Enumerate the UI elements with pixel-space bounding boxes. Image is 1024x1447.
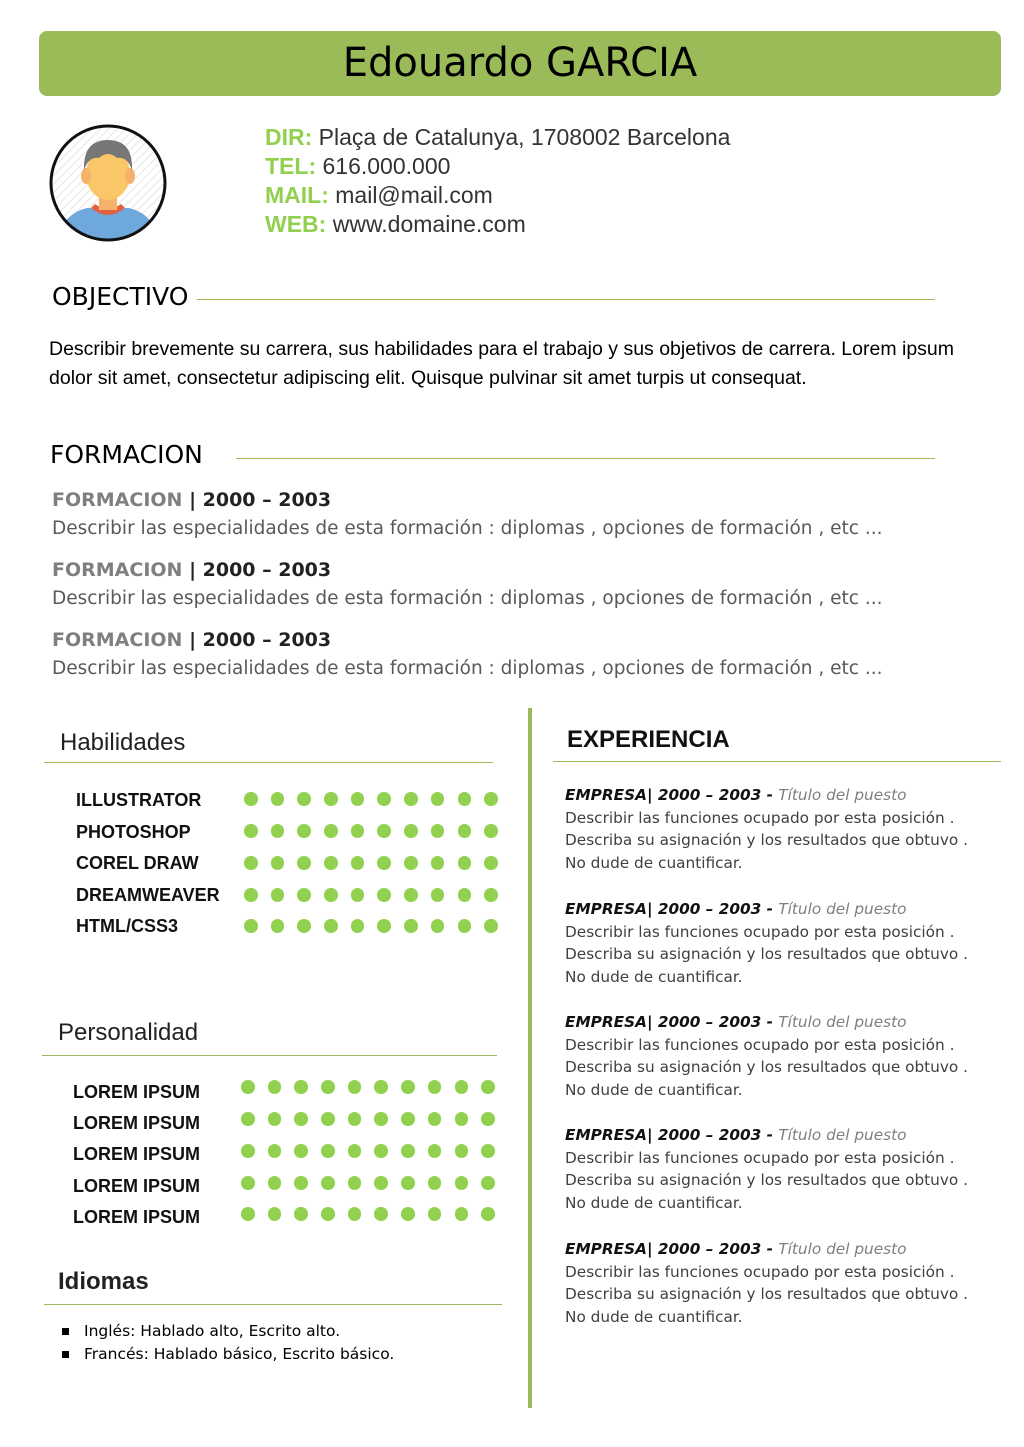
rating-dot [294,1144,308,1158]
rating-dot [297,919,311,933]
rating-dot [324,888,338,902]
contact-label: WEB: [265,211,327,237]
rating-dot [404,888,418,902]
rating-dot [271,792,285,806]
education-item-title [52,559,331,581]
trait-rating [241,1176,495,1190]
rating-dot [321,1112,335,1126]
rating-dot [428,1176,442,1190]
rating-dot [404,824,418,838]
profile-avatar [47,122,169,244]
rating-dot [484,824,498,838]
trait-rating [241,1080,495,1094]
rating-dot [431,856,445,870]
contact-email [265,181,493,210]
experience-item [565,1238,995,1329]
experience-line: Describa su asignación y los resultados que obtuvo . [565,945,969,964]
rating-dot [481,1207,495,1221]
rating-dot [348,1112,362,1126]
rating-dot [294,1112,308,1126]
rating-dot [297,824,311,838]
rating-dot [374,1176,388,1190]
rating-dot [244,856,258,870]
rating-dot [458,824,472,838]
trait-rating [241,1207,495,1221]
rating-dot [484,888,498,902]
rating-dot [377,856,391,870]
skills-title: Habilidades [60,729,186,756]
rating-dot [241,1176,255,1190]
rating-dot [271,888,285,902]
rating-dot [377,919,391,933]
rating-dot [377,824,391,838]
language-item [62,1343,394,1366]
rating-dot [401,1080,415,1094]
skill-label: PHOTOSHOP [76,822,191,842]
rating-dot [458,792,472,806]
rating-dot [431,919,445,933]
rating-dot [404,792,418,806]
skill-label: COREL DRAW [76,853,199,873]
experience-item [565,1124,995,1215]
rating-dot [351,856,365,870]
rating-dot [244,792,258,806]
experience-company: EMPRESA| 2000 – 2003 - [565,1126,779,1144]
rating-dot [481,1144,495,1158]
experience-heading [565,1011,995,1034]
rating-dot [244,888,258,902]
rating-dot [351,824,365,838]
experience-position: Título del puesto [778,1126,907,1144]
objective-rule [197,299,935,300]
experience-item [565,898,995,989]
rating-dot [321,1207,335,1221]
experience-line: Describir las funciones ocupado por esta posición . [565,1262,955,1281]
rating-dot [294,1207,308,1221]
rating-dot [401,1144,415,1158]
rating-dot [271,856,285,870]
trait-label: LOREM IPSUM [73,1207,201,1227]
skill-label: HTML/CSS3 [76,916,179,936]
experience-line: Describa su asignación y los resultados que obtuvo . [565,1171,969,1190]
rating-dot [455,1112,469,1126]
experience-line: No dude de cuantificar. [565,1081,743,1100]
contact-phone [265,152,450,181]
objective-title: OBJECTIVO [52,282,189,311]
education-item-desc: Describir las especialidades de esta formación : diplomas , opciones de formación , etc ... [52,588,883,609]
skill-rating [244,888,498,902]
rating-dot [484,856,498,870]
rating-dot [324,824,338,838]
bullet-icon [62,1328,69,1335]
experience-line: Describir las funciones ocupado por esta posición . [565,922,955,941]
rating-dot [241,1080,255,1094]
rating-dot [458,856,472,870]
contact-value: mail@mail.com [335,182,493,208]
contact-value: 616.000.000 [322,153,451,179]
languages-rule [44,1304,502,1305]
rating-dot [271,919,285,933]
rating-dot [484,919,498,933]
rating-dot [455,1144,469,1158]
rating-dot [484,792,498,806]
experience-line: Describir las funciones ocupado por esta posición . [565,1148,955,1167]
rating-dot [404,856,418,870]
rating-dot [348,1080,362,1094]
rating-dot [268,1176,282,1190]
contact-label: MAIL: [265,182,329,208]
contact-value: Plaça de Catalunya, 1708002 Barcelona [318,124,731,150]
experience-line: No dude de cuantificar. [565,854,743,873]
trait-rating [241,1144,495,1158]
personality-title: Personalidad [58,1019,199,1046]
rating-dot [374,1144,388,1158]
rating-dot [348,1207,362,1221]
skills-rule [44,762,493,763]
rating-dot [241,1144,255,1158]
experience-company: EMPRESA| 2000 – 2003 - [565,900,779,918]
experience-position: Título del puesto [778,786,907,804]
skill-rating [244,856,498,870]
experience-company: EMPRESA| 2000 – 2003 - [565,1240,779,1258]
skill-rating [244,919,498,933]
rating-dot [401,1112,415,1126]
trait-label: LOREM IPSUM [73,1176,201,1196]
experience-line: No dude de cuantificar. [565,1308,743,1327]
rating-dot [455,1080,469,1094]
rating-dot [324,792,338,806]
rating-dot [241,1112,255,1126]
rating-dot [377,888,391,902]
rating-dot [428,1207,442,1221]
trait-rating [241,1112,495,1126]
rating-dot [321,1144,335,1158]
rating-dot [374,1207,388,1221]
education-name: FORMACION [52,559,183,581]
experience-item [565,784,995,875]
experience-line: Describa su asignación y los resultados que obtuvo . [565,1285,969,1304]
rating-dot [324,856,338,870]
skill-label: ILLUSTRATOR [76,790,202,810]
rating-dot [351,792,365,806]
rating-dot [428,1144,442,1158]
trait-label: LOREM IPSUM [73,1082,201,1102]
education-item-desc: Describir las especialidades de esta formación : diplomas , opciones de formación , etc ... [52,658,883,679]
experience-position: Título del puesto [778,900,907,918]
rating-dot [481,1112,495,1126]
rating-dot [455,1176,469,1190]
rating-dot [374,1080,388,1094]
rating-dot [321,1176,335,1190]
rating-dot [431,888,445,902]
experience-company: EMPRESA| 2000 – 2003 - [565,786,779,804]
rating-dot [348,1176,362,1190]
language-item [62,1320,394,1343]
experience-position: Título del puesto [778,1240,907,1258]
language-text: Francés: Hablado básico, Escrito básico. [84,1345,395,1363]
contact-address [265,123,730,152]
trait-label: LOREM IPSUM [73,1113,201,1133]
rating-dot [244,824,258,838]
education-dates: | 2000 – 2003 [182,559,332,581]
contact-web [265,210,526,239]
contact-label: TEL: [265,153,317,179]
candidate-name: Edouardo GARCIA [342,40,698,86]
contact-value: www.domaine.com [332,211,526,237]
personality-rule [42,1055,497,1056]
rating-dot [297,856,311,870]
experience-line: Describir las funciones ocupado por esta posición . [565,1035,955,1054]
column-divider [528,708,532,1408]
rating-dot [377,792,391,806]
rating-dot [481,1176,495,1190]
experience-heading [565,1124,995,1147]
experience-heading [565,784,995,807]
rating-dot [297,888,311,902]
rating-dot [401,1207,415,1221]
rating-dot [321,1080,335,1094]
rating-dot [268,1112,282,1126]
skill-label: DREAMWEAVER [76,885,220,905]
education-item-title [52,629,331,651]
languages-list [62,1320,394,1366]
rating-dot [404,919,418,933]
education-dates: | 2000 – 2003 [182,489,332,511]
education-item-title [52,489,331,511]
languages-title: Idiomas [58,1268,149,1295]
rating-dot [455,1207,469,1221]
rating-dot [271,824,285,838]
bullet-icon [62,1351,69,1358]
rating-dot [348,1144,362,1158]
education-item-desc: Describir las especialidades de esta formación : diplomas , opciones de formación , etc ... [52,518,883,539]
experience-line: Describir las funciones ocupado por esta posición . [565,808,955,827]
avatar-icon [47,122,169,244]
experience-heading [565,898,995,921]
rating-dot [241,1207,255,1221]
rating-dot [351,919,365,933]
rating-dot [374,1112,388,1126]
experience-position: Título del puesto [778,1013,907,1031]
rating-dot [428,1112,442,1126]
rating-dot [431,824,445,838]
skill-rating [244,792,498,806]
rating-dot [351,888,365,902]
education-name: FORMACION [52,489,183,511]
rating-dot [294,1176,308,1190]
experience-line: No dude de cuantificar. [565,1194,743,1213]
experience-item [565,1011,995,1102]
experience-line: Describa su asignación y los resultados que obtuvo . [565,831,969,850]
experience-title: EXPERIENCIA [567,726,730,753]
rating-dot [244,919,258,933]
rating-dot [481,1080,495,1094]
rating-dot [268,1144,282,1158]
rating-dot [428,1080,442,1094]
education-name: FORMACION [52,629,183,651]
rating-dot [297,792,311,806]
objective-text: Describir brevemente su carrera, sus habilidades para el trabajo y sus objetivos de carrera. Lorem ipsum dolor sit amet, consectetur adipiscing elit. Quisque pulvinar sit amet turpis ut consequat. [49,338,954,389]
rating-dot [294,1080,308,1094]
rating-dot [324,919,338,933]
rating-dot [458,888,472,902]
name-banner [39,31,1001,96]
experience-line: Describa su asignación y los resultados que obtuvo . [565,1058,969,1077]
experience-heading [565,1238,995,1261]
trait-label: LOREM IPSUM [73,1144,201,1164]
skill-rating [244,824,498,838]
contact-label: DIR: [265,124,313,150]
rating-dot [458,919,472,933]
rating-dot [431,792,445,806]
experience-company: EMPRESA| 2000 – 2003 - [565,1013,779,1031]
rating-dot [268,1080,282,1094]
experience-rule [553,761,1001,762]
education-title: FORMACION [50,440,203,469]
rating-dot [268,1207,282,1221]
experience-line: No dude de cuantificar. [565,968,743,987]
language-text: Inglés: Hablado alto, Escrito alto. [84,1322,341,1340]
education-rule [236,458,935,459]
rating-dot [401,1176,415,1190]
education-dates: | 2000 – 2003 [182,629,332,651]
